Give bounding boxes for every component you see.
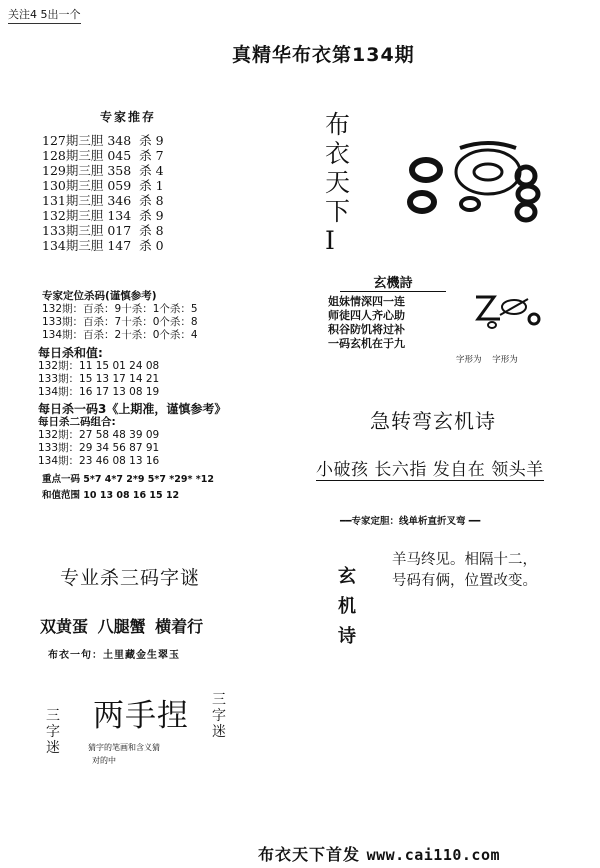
list-item: 134期：百杀：2十杀：0个杀：4 xyxy=(42,329,198,341)
xuanji-poem-text xyxy=(392,550,537,592)
expert-heading: 专家推存 xyxy=(100,110,157,124)
list-item: 134期三胆 147 杀 0 xyxy=(42,238,164,253)
page-title: 真精华布衣第134期 xyxy=(232,44,415,66)
list-item: 127期三胆 348 杀 9 xyxy=(42,133,164,148)
sum-kill-heading: 每日杀和值: xyxy=(38,346,103,360)
daily-combo-heading: 每日杀二码组合: xyxy=(38,416,116,428)
list-item: 134期：16 17 13 08 19 xyxy=(38,386,160,398)
glyph-sketch-icon xyxy=(470,285,550,335)
riddle-hint-2: 对的中 xyxy=(92,756,116,765)
xuanji-vertical-label: 玄机诗 xyxy=(338,566,356,647)
buyi-saying: 布衣一句：土里藏金生翠玉 xyxy=(48,650,180,661)
list-item: 132期三胆 134 杀 9 xyxy=(42,208,164,223)
key-code-line: 重点一码 5*7 4*7 2*9 5*7 *29* *12 xyxy=(42,474,214,485)
list-item: 128期三胆 045 杀 7 xyxy=(42,148,164,163)
sum-kill-section xyxy=(38,347,159,399)
daily-kill-heading: 每日杀一码3《上期准，谨慎参考》 xyxy=(38,402,227,416)
kill-three-heading: 专业杀三码字谜 xyxy=(60,567,201,589)
poem-line: 号码有俩，位置改变。 xyxy=(392,573,537,589)
coin-drawing-icon xyxy=(400,140,560,240)
riddle-hint: 猜字的笔画和含义猜 xyxy=(88,743,160,752)
list-item: 130期三胆 059 杀 1 xyxy=(42,178,164,193)
daily-kill-section xyxy=(38,403,226,468)
key-points xyxy=(42,472,214,504)
riddle-label-left: 三字迷 xyxy=(46,708,60,756)
expert-position-line: ━━专家定胆：线单析直折叉弯 ━━ xyxy=(340,516,481,527)
big-riddle: 两手捏 xyxy=(93,698,189,734)
list-item: 129期三胆 358 杀 4 xyxy=(42,163,164,178)
xuanji-poem-box xyxy=(328,272,458,351)
sum-range-line: 和值范围 10 13 08 16 15 12 xyxy=(42,490,180,501)
list-item: 133期：15 13 17 14 21 xyxy=(38,373,160,385)
top-note: 关注4 5出一个 xyxy=(8,6,81,24)
list-item: 133期三胆 017 杀 8 xyxy=(42,223,164,238)
xuanji-poem-title: 玄機詩 xyxy=(340,272,446,292)
list-item: 132期：百杀：9十杀：1个杀：5 xyxy=(42,303,198,315)
list-item: 133期：百杀：7十杀：0个杀：8 xyxy=(42,316,198,328)
list-item: 131期三胆 346 杀 8 xyxy=(42,193,164,208)
glyph-caption: 字形为 字形为 xyxy=(456,355,518,365)
expert-rows xyxy=(42,133,164,253)
urgent-poem-title: 急转弯玄机诗 xyxy=(370,409,496,433)
riddle-line: 双黄蛋 八腿蟹 横着行 xyxy=(40,617,204,636)
position-kill-section xyxy=(42,290,198,342)
puzzle-line: 小破孩 长六指 发自在 领头羊 xyxy=(316,455,544,481)
footer-url: www.cai110.com xyxy=(366,846,501,864)
riddle-label-right: 三字迷 xyxy=(212,692,226,740)
list-item: 134期：23 46 08 13 16 xyxy=(38,455,160,467)
poem-line: 师徒四人齐心助 xyxy=(328,309,405,322)
footer xyxy=(258,842,500,865)
poem-line: 姐妹情深四一连 xyxy=(328,295,405,308)
poem-line: 羊马终见。相隔十二， xyxy=(392,552,537,568)
list-item: 132期：27 58 48 39 09 xyxy=(38,429,160,441)
position-kill-heading: 专家定位杀码(谨慎参考) xyxy=(42,290,157,302)
poem-line: 一码玄机在于九 xyxy=(328,337,405,350)
vertical-title: 布衣天下I xyxy=(325,110,351,255)
list-item: 132期：11 15 01 24 08 xyxy=(38,360,160,372)
poem-line: 积谷防饥将过补 xyxy=(328,323,405,336)
footer-text: 布衣天下首发 xyxy=(258,845,361,864)
list-item: 133期：29 34 56 87 91 xyxy=(38,442,160,454)
